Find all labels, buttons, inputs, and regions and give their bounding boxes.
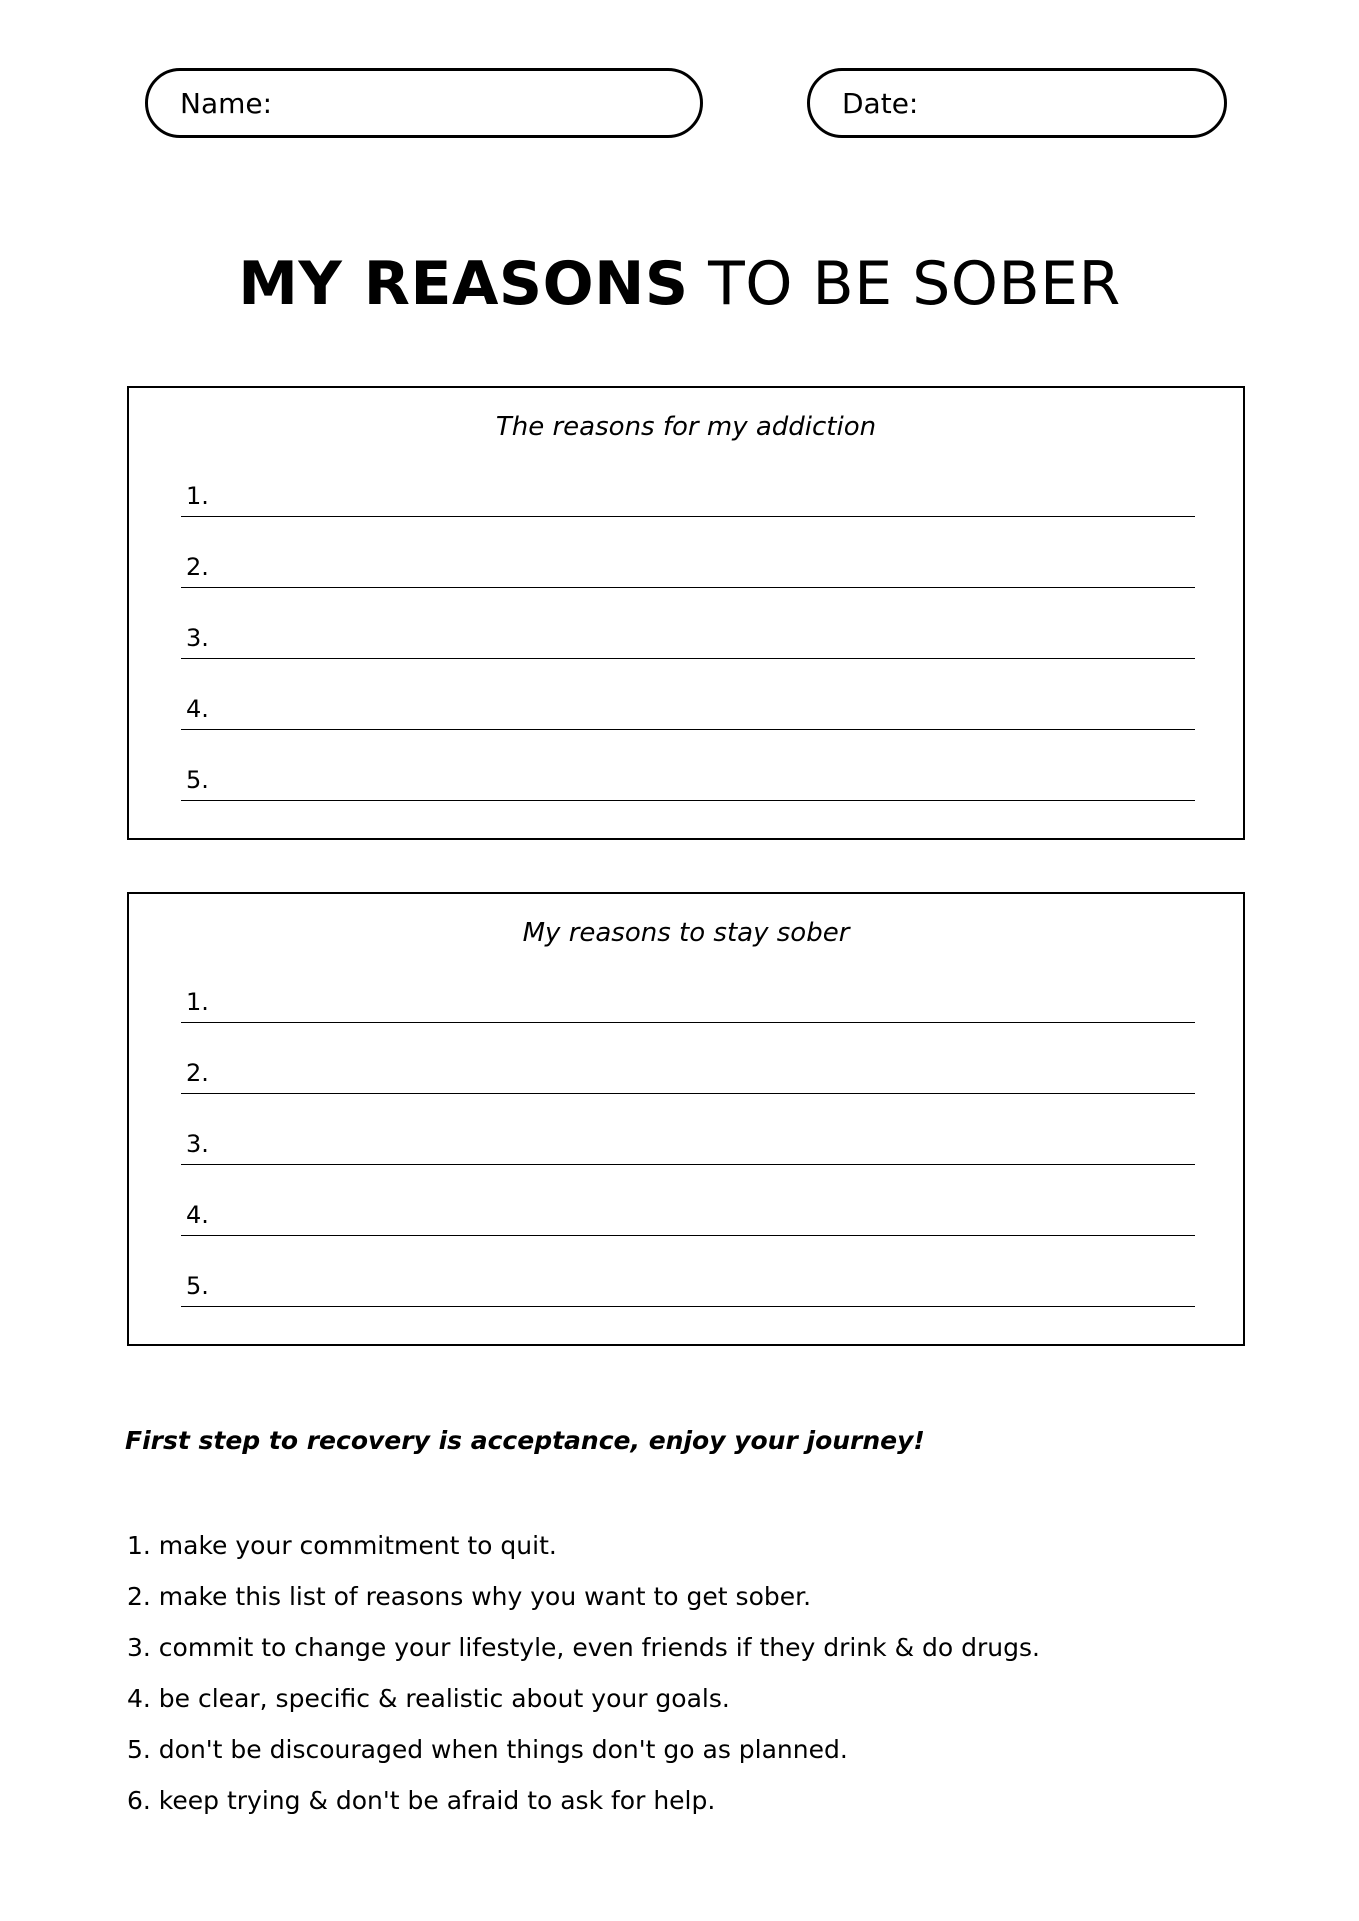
page-title-bold: MY REASONS	[238, 249, 689, 319]
line-number: 4.	[186, 695, 209, 723]
sober-reason-line[interactable]	[181, 1050, 1195, 1094]
sober-reasons-box	[127, 892, 1245, 1346]
addiction-reasons-box	[127, 386, 1245, 840]
sober-reason-line[interactable]	[181, 1192, 1195, 1236]
sober-reason-line[interactable]	[181, 1121, 1195, 1165]
line-number: 1.	[186, 482, 209, 510]
line-number: 5.	[186, 1272, 209, 1300]
page-title	[0, 248, 1359, 320]
date-label: Date:	[842, 86, 919, 120]
addiction-reason-line[interactable]	[181, 757, 1195, 801]
name-label: Name:	[180, 86, 273, 120]
addiction-reason-line[interactable]	[181, 473, 1195, 517]
step-item: 3. commit to change your lifestyle, even friends if they drink & do drugs.	[127, 1633, 1040, 1662]
date-field[interactable]	[807, 68, 1227, 138]
line-number: 3.	[186, 624, 209, 652]
sober-reason-line[interactable]	[181, 979, 1195, 1023]
addiction-reason-line[interactable]	[181, 615, 1195, 659]
step-item: 2. make this list of reasons why you want to get sober.	[127, 1582, 812, 1611]
line-number: 3.	[186, 1130, 209, 1158]
step-item: 5. don't be discouraged when things don't go as planned.	[127, 1735, 848, 1764]
name-field[interactable]	[145, 68, 703, 138]
line-number: 1.	[186, 988, 209, 1016]
line-number: 5.	[186, 766, 209, 794]
addiction-reason-line[interactable]	[181, 686, 1195, 730]
step-item: 1. make your commitment to quit.	[127, 1531, 557, 1560]
addiction-reasons-heading: The reasons for my addiction	[495, 412, 877, 442]
sober-reasons-heading: My reasons to stay sober	[522, 918, 850, 948]
step-item: 4. be clear, specific & realistic about your goals.	[127, 1684, 730, 1713]
line-number: 4.	[186, 1201, 209, 1229]
sober-reason-line[interactable]	[181, 1263, 1195, 1307]
page-title-regular: TO BE SOBER	[708, 249, 1121, 319]
step-item: 6. keep trying & don't be afraid to ask for help.	[127, 1786, 716, 1815]
motto-text: First step to recovery is acceptance, enjoy your journey!	[125, 1426, 925, 1455]
addiction-reason-line[interactable]	[181, 544, 1195, 588]
line-number: 2.	[186, 1059, 209, 1087]
line-number: 2.	[186, 553, 209, 581]
steps-list	[127, 1526, 1040, 1832]
